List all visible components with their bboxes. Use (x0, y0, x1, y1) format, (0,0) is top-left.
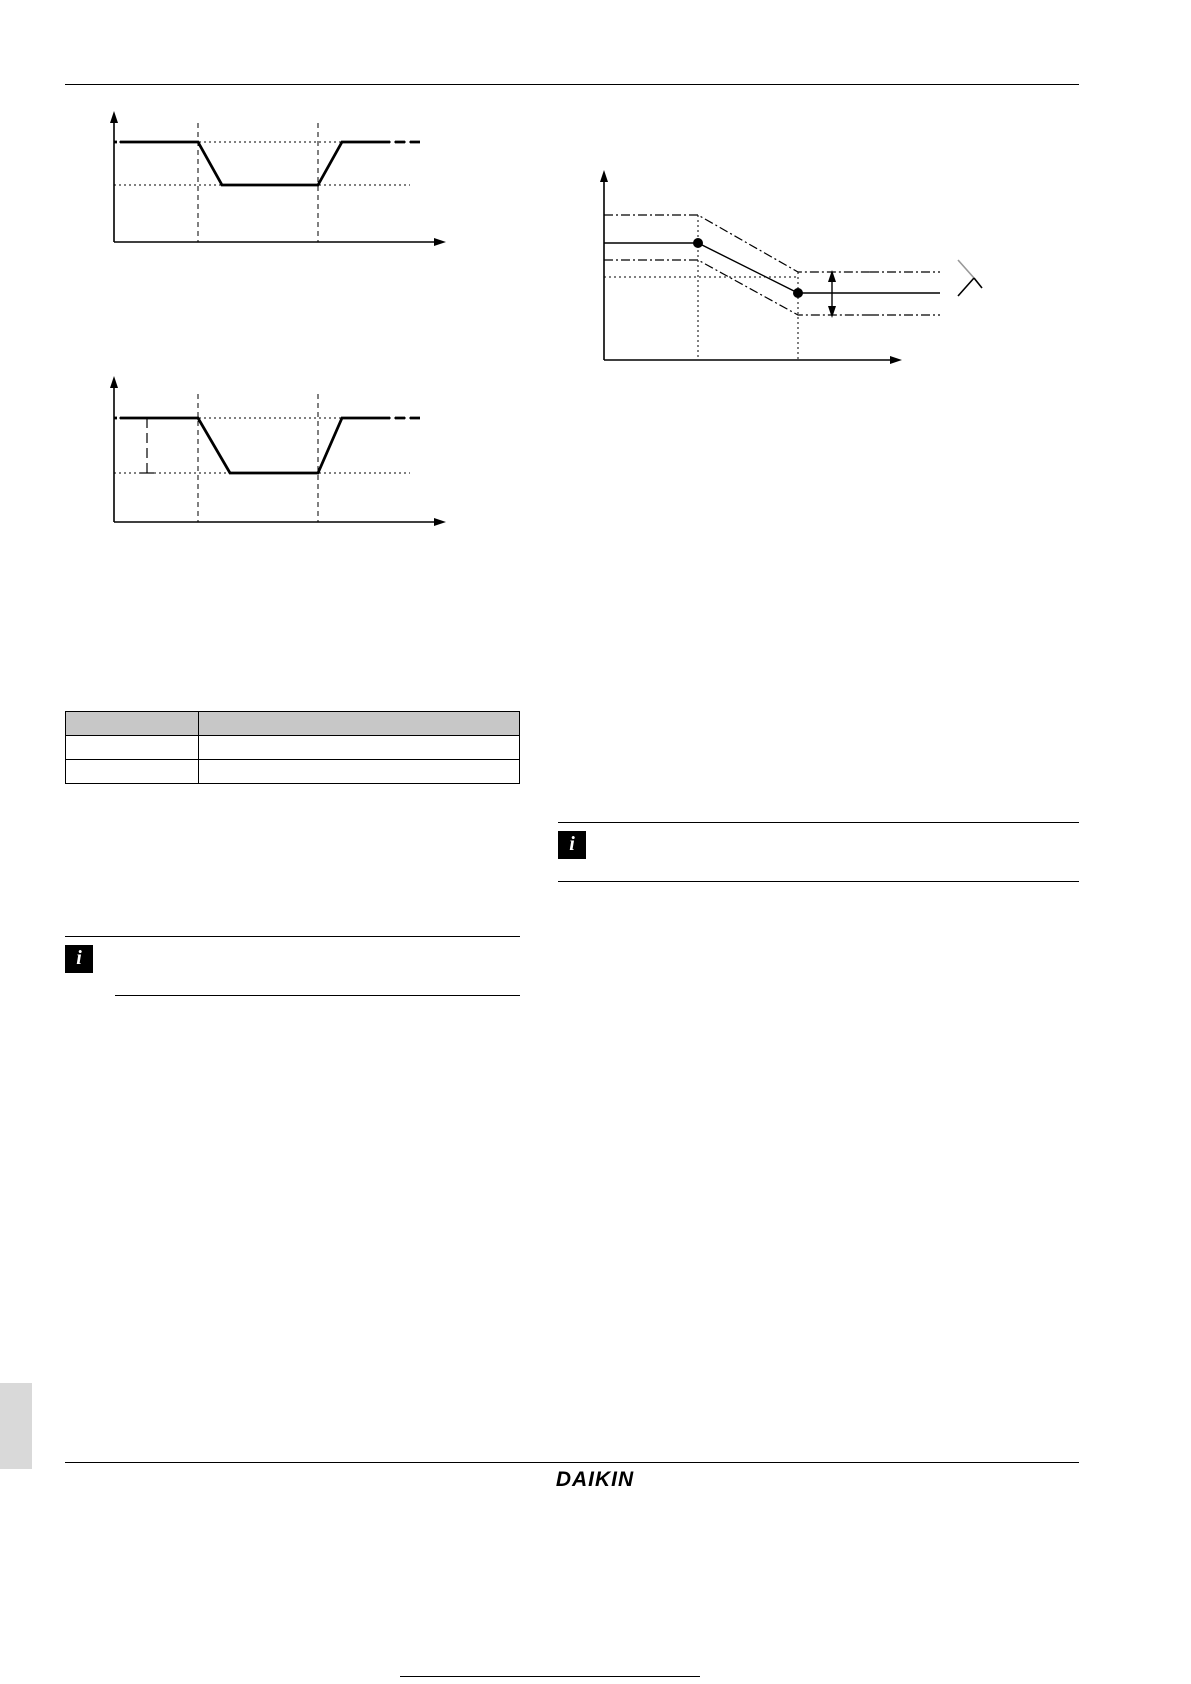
data-table (65, 711, 520, 784)
info-icon: i (558, 831, 586, 859)
info-note-left (65, 936, 520, 996)
table-cell (198, 736, 519, 760)
note-bottom-rule (558, 881, 1079, 882)
figure-top-left (90, 105, 460, 260)
figure-bottom-left (90, 370, 460, 540)
table-header-cell-0 (66, 712, 199, 736)
table-header-cell-1 (198, 712, 519, 736)
footer-rule (65, 1462, 1079, 1463)
header-rule (65, 84, 1079, 85)
table-header-row (66, 712, 520, 736)
note-body (558, 823, 1079, 881)
table-row (66, 760, 520, 784)
footer-logo (505, 1468, 685, 1492)
margin-tab (0, 1383, 32, 1469)
table-cell (66, 760, 199, 784)
table-cell (198, 760, 519, 784)
note-bottom-rule (115, 995, 520, 996)
info-note-right (558, 822, 1079, 882)
brand-name: DAIKIN (555, 1468, 635, 1491)
table-row (66, 736, 520, 760)
info-icon: i (65, 945, 93, 973)
figure-right (580, 160, 1000, 385)
footer-bottom-rule (400, 1676, 700, 1677)
table-cell (66, 736, 199, 760)
note-body (65, 937, 520, 995)
